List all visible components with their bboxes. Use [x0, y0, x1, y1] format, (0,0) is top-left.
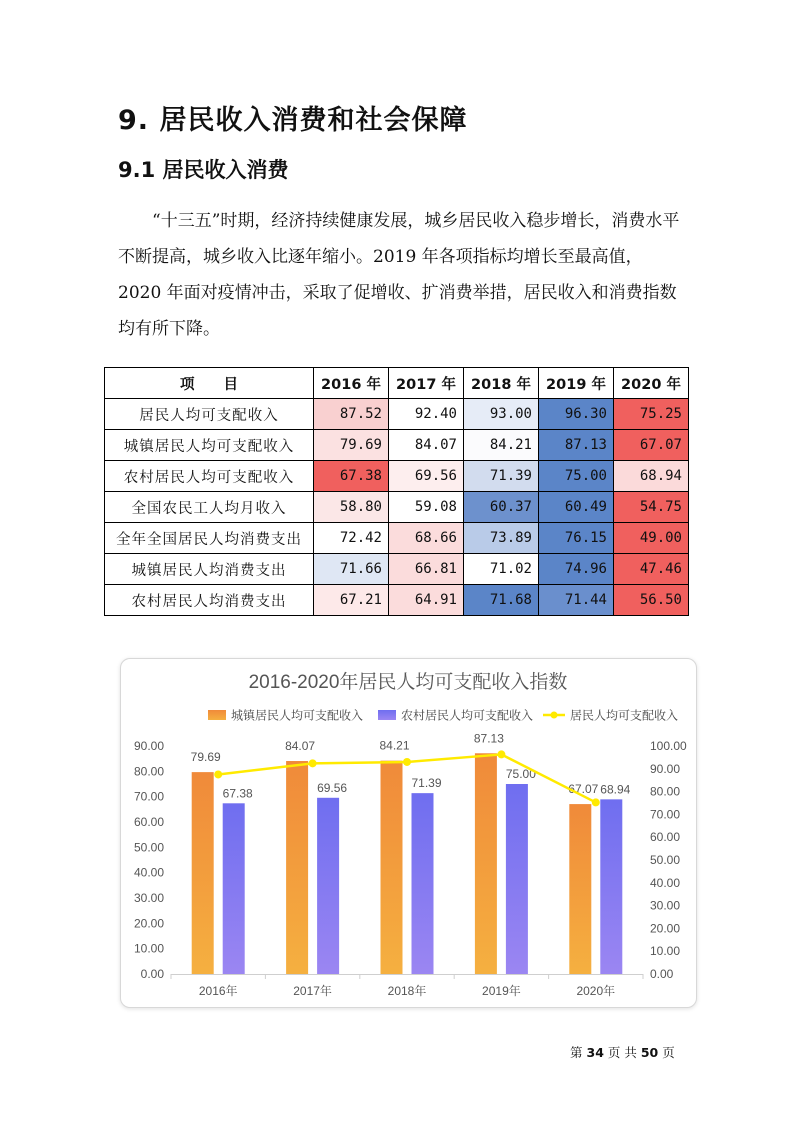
table-cell: 93.00 — [464, 399, 539, 430]
y-left-tick-label: 40.00 — [133, 865, 164, 880]
row-label: 城镇居民人均可支配收入 — [105, 430, 314, 461]
row-label: 居民人均可支配收入 — [105, 399, 314, 430]
table-cell: 87.13 — [539, 430, 614, 461]
page-footer — [570, 1043, 675, 1061]
x-tick-label: 2016年 — [198, 984, 238, 998]
bar-value-label: 68.94 — [600, 782, 631, 797]
table-cell: 71.39 — [464, 461, 539, 492]
line-point — [214, 770, 222, 778]
table-cell: 47.46 — [614, 554, 689, 585]
y-left-tick-label: 60.00 — [133, 815, 164, 829]
bar — [223, 803, 245, 974]
legend-label: 农村居民人均可支配收入 — [401, 708, 534, 723]
row-label: 农村居民人均消费支出 — [105, 585, 314, 616]
table-row — [105, 430, 689, 461]
column-header: 项 目 — [105, 368, 314, 399]
bar — [192, 772, 214, 974]
column-header: 2018 年 — [464, 368, 539, 399]
table-cell: 67.21 — [314, 585, 389, 616]
table-row — [105, 399, 689, 430]
legend-marker — [551, 712, 558, 719]
y-right-tick-label: 30.00 — [650, 898, 681, 913]
table-cell: 92.40 — [389, 399, 464, 430]
table-cell: 64.91 — [389, 585, 464, 616]
bar — [381, 761, 403, 974]
bar-value-label: 67.07 — [568, 782, 599, 797]
x-tick-label: 2020年 — [576, 984, 616, 998]
table-cell: 71.02 — [464, 554, 539, 585]
table-cell: 68.94 — [614, 461, 689, 492]
row-label: 城镇居民人均消费支出 — [105, 554, 314, 585]
y-right-tick-label: 10.00 — [650, 944, 681, 959]
line-point — [497, 750, 505, 758]
table-cell: 84.21 — [464, 430, 539, 461]
income-index-chart — [121, 659, 696, 1007]
y-left-tick-label: 20.00 — [133, 916, 164, 931]
line-point — [309, 759, 317, 767]
table-cell: 71.44 — [539, 585, 614, 616]
section-heading: 9. 居民收入消费和社会保障 — [118, 105, 468, 136]
total-page-number: 50 — [640, 1045, 659, 1060]
legend-label: 城镇居民人均可支配收入 — [231, 708, 364, 723]
y-right-tick-label: 50.00 — [650, 853, 681, 867]
y-right-tick-label: 80.00 — [650, 784, 681, 799]
y-left-tick-label: 0.00 — [140, 967, 164, 981]
current-page-number: 34 — [586, 1045, 604, 1060]
income-consumption-index-table — [104, 367, 689, 616]
table-cell: 54.75 — [614, 492, 689, 523]
bar-value-label: 69.56 — [317, 780, 348, 795]
chart-title: 2016-2020年居民人均可支配收入指数 — [248, 672, 568, 693]
bar-value-label: 71.39 — [411, 776, 442, 791]
bar — [286, 761, 308, 974]
y-left-tick-label: 50.00 — [133, 840, 164, 855]
table-row — [105, 523, 689, 554]
table-cell: 59.08 — [389, 492, 464, 523]
table-cell: 56.50 — [614, 585, 689, 616]
bar-value-label: 75.00 — [505, 767, 536, 781]
row-label: 全年全国居民人均消费支出 — [105, 523, 314, 554]
y-left-tick-label: 90.00 — [133, 739, 164, 753]
table-cell: 76.15 — [539, 523, 614, 554]
table-cell: 49.00 — [614, 523, 689, 554]
y-right-tick-label: 0.00 — [650, 967, 674, 981]
table-cell: 71.68 — [464, 585, 539, 616]
footer-mid: 页 共 — [607, 1045, 637, 1060]
table-row — [105, 492, 689, 523]
column-header: 2017 年 — [389, 368, 464, 399]
y-right-tick-label: 20.00 — [650, 921, 681, 936]
bar-value-label: 84.21 — [379, 738, 410, 753]
table-cell: 73.89 — [464, 523, 539, 554]
x-tick-label: 2018年 — [387, 984, 427, 998]
table-cell: 71.66 — [314, 554, 389, 585]
legend-label: 居民人均可支配收入 — [570, 708, 679, 723]
table-cell: 74.96 — [539, 554, 614, 585]
bar — [506, 784, 528, 974]
column-header: 2019 年 — [539, 368, 614, 399]
bar-value-label: 67.38 — [222, 786, 253, 801]
table-cell: 69.56 — [389, 461, 464, 492]
table-cell: 72.42 — [314, 523, 389, 554]
table-cell: 68.66 — [389, 523, 464, 554]
x-tick-label: 2017年 — [293, 984, 332, 998]
bar — [475, 753, 497, 974]
table-cell: 67.07 — [614, 430, 689, 461]
y-left-tick-label: 80.00 — [133, 764, 164, 779]
table-cell: 87.52 — [314, 399, 389, 430]
bar — [317, 798, 339, 974]
table-cell: 67.38 — [314, 461, 389, 492]
bar-value-label: 79.69 — [190, 750, 221, 765]
income-index-chart-card — [120, 658, 697, 1008]
table-cell: 66.81 — [389, 554, 464, 585]
bar-value-label: 87.13 — [473, 731, 504, 746]
bar — [569, 804, 591, 974]
table-row — [105, 585, 689, 616]
column-header: 2016 年 — [314, 368, 389, 399]
y-right-tick-label: 70.00 — [650, 807, 681, 822]
table-cell: 60.37 — [464, 492, 539, 523]
bar-value-label: 84.07 — [285, 739, 316, 754]
line-point — [403, 758, 411, 766]
legend-swatch — [378, 710, 396, 720]
table-cell: 79.69 — [314, 430, 389, 461]
table-cell: 58.80 — [314, 492, 389, 523]
subsection-heading: 9.1 居民收入消费 — [118, 158, 289, 182]
y-left-tick-label: 70.00 — [133, 789, 164, 804]
y-left-tick-label: 10.00 — [133, 941, 164, 956]
table-header-row — [105, 368, 689, 399]
paragraph-text: “十三五”时期，经济持续健康发展，城乡居民收入稳步增长，消费水平不断提高，城乡收入比逐年缩小。2019 年各项指标均增长至最高值，2020 年面对疫情冲击，采取了促增收、扩消费举措，居民收入和消费指数均有所下降。 — [118, 211, 680, 339]
y-left-tick-label: 30.00 — [133, 891, 164, 905]
table-row — [105, 554, 689, 585]
bar — [600, 799, 622, 974]
footer-suffix: 页 — [662, 1045, 675, 1060]
line-point — [592, 798, 600, 806]
footer-prefix: 第 — [570, 1045, 583, 1060]
table-cell: 60.49 — [539, 492, 614, 523]
table-cell: 96.30 — [539, 399, 614, 430]
row-label: 农村居民人均可支配收入 — [105, 461, 314, 492]
body-paragraph — [118, 203, 683, 347]
y-right-tick-label: 90.00 — [650, 761, 681, 776]
y-right-tick-label: 100.00 — [650, 739, 687, 753]
x-tick-label: 2019年 — [482, 984, 521, 998]
table-row — [105, 461, 689, 492]
row-label: 全国农民工人均月收入 — [105, 492, 314, 523]
column-header: 2020 年 — [614, 368, 689, 399]
table-cell: 75.25 — [614, 399, 689, 430]
table-cell: 84.07 — [389, 430, 464, 461]
y-right-tick-label: 60.00 — [650, 830, 681, 845]
legend-swatch — [208, 710, 226, 720]
y-right-tick-label: 40.00 — [650, 875, 681, 890]
bar — [412, 793, 434, 974]
table-cell: 75.00 — [539, 461, 614, 492]
